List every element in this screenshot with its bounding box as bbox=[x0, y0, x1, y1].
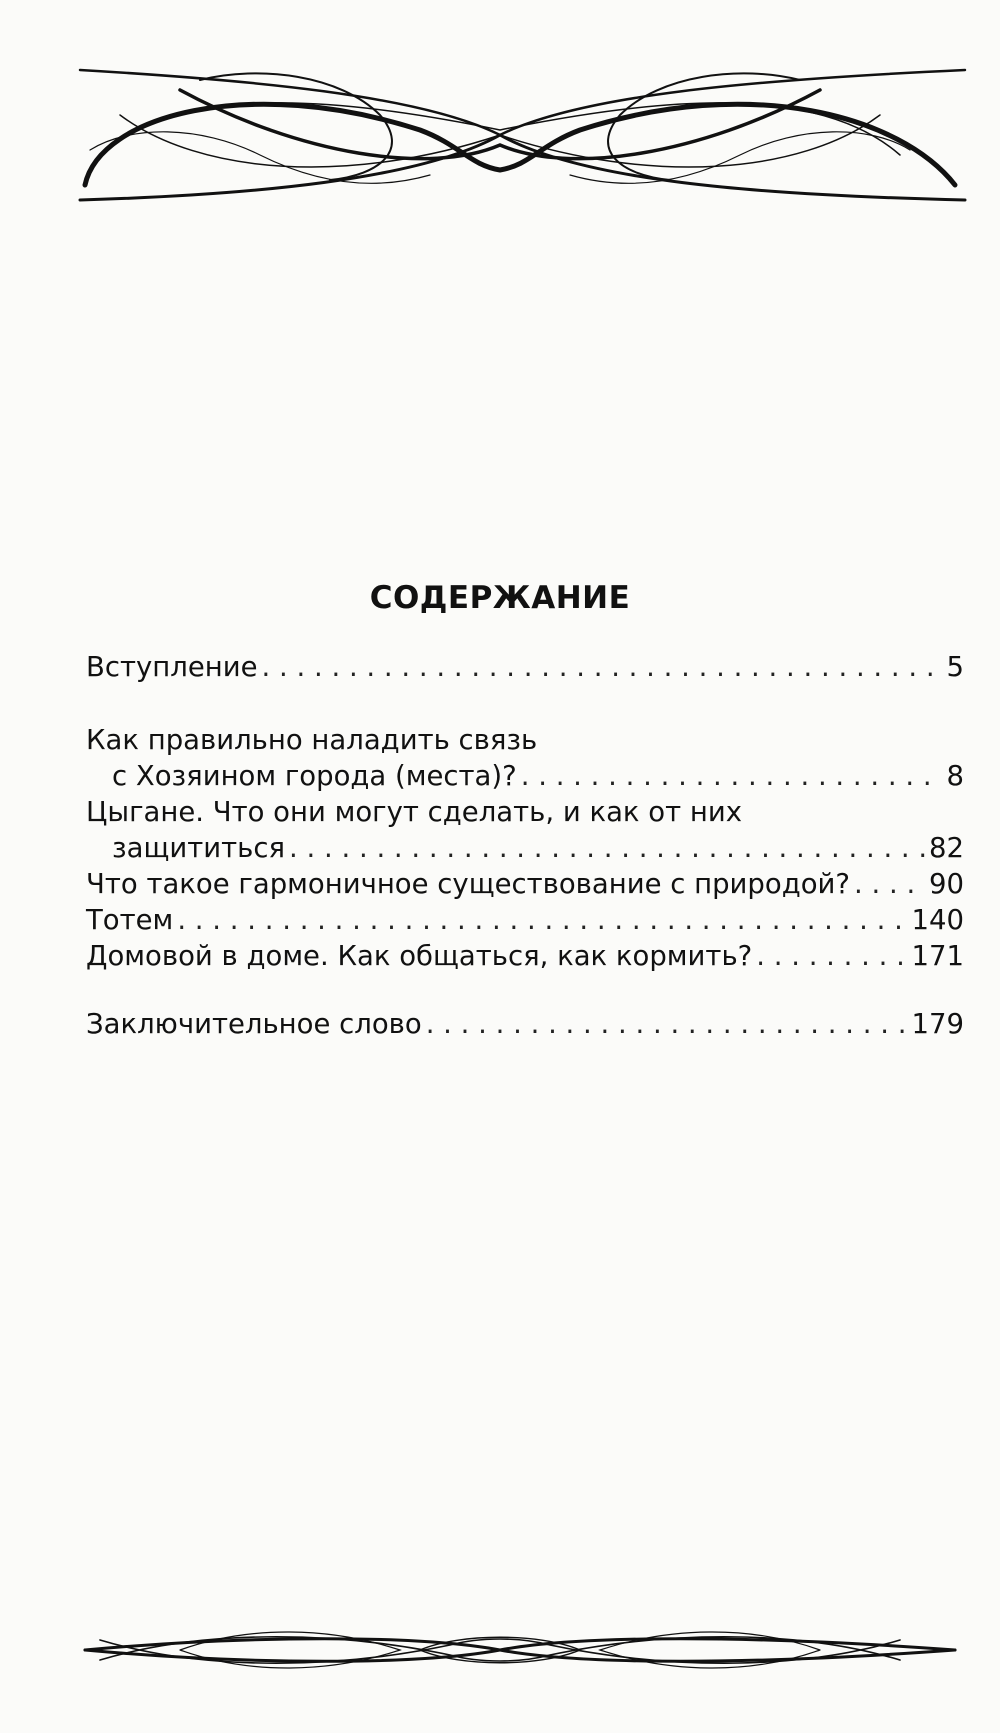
toc-page-number: 90 bbox=[929, 868, 964, 900]
toc-entry-nature bbox=[86, 866, 964, 902]
toc-entry-title: Тотем bbox=[86, 904, 174, 936]
toc-entry-title: Что такое гармоничное существование с природой? bbox=[86, 868, 851, 900]
toc-entry-city-master bbox=[86, 722, 964, 794]
toc-leader-dots bbox=[854, 866, 925, 902]
toc-entry-title: Вступление bbox=[86, 651, 258, 683]
toc-entry-title: Заключительное слово bbox=[86, 1008, 422, 1040]
toc-leader-dots bbox=[426, 1006, 908, 1042]
top-flourish-ornament bbox=[0, 55, 1000, 215]
toc-entry-intro bbox=[86, 649, 964, 685]
toc-entry-conclusion bbox=[86, 1006, 964, 1042]
toc-page-number: 171 bbox=[911, 940, 964, 972]
toc-leader-dots bbox=[177, 902, 907, 938]
toc-page-number: 5 bbox=[946, 651, 964, 683]
toc-entry-title: Домовой в доме. Как общаться, как кормить? bbox=[86, 940, 753, 972]
toc-page-number: 8 bbox=[946, 760, 964, 792]
toc-leader-dots bbox=[262, 649, 943, 685]
toc-page-number: 140 bbox=[911, 904, 964, 936]
toc-leader-dots bbox=[756, 938, 907, 974]
toc-leader-dots bbox=[521, 758, 943, 794]
toc-page-number: 179 bbox=[911, 1008, 964, 1040]
toc-entry-title: защититься bbox=[112, 832, 286, 864]
toc-entry-domovoy bbox=[86, 938, 964, 974]
bottom-flourish-ornament bbox=[0, 1615, 1000, 1685]
toc-leader-dots bbox=[289, 830, 925, 866]
toc-entry-totem bbox=[86, 902, 964, 938]
toc-entry-gypsies bbox=[86, 794, 964, 866]
toc-entry-title-line: Как правильно наладить связь bbox=[86, 724, 538, 756]
toc-entry-title-line: Цыгане. Что они могут сделать, и как от них bbox=[86, 796, 742, 828]
page-title: СОДЕРЖАНИЕ bbox=[369, 580, 631, 616]
toc-entry-title: с Хозяином города (места)? bbox=[112, 760, 517, 792]
toc-page-number: 82 bbox=[929, 832, 964, 864]
